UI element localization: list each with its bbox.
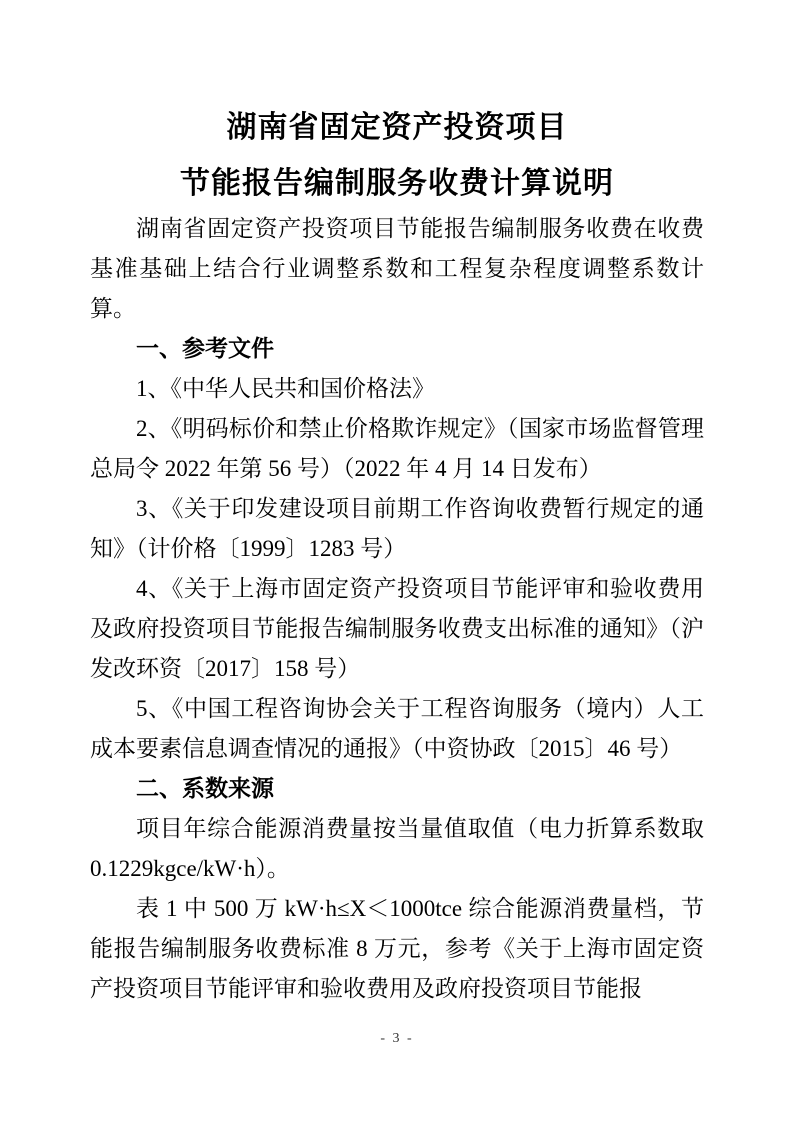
- document-title-line-2: 节能报告编制服务收费计算说明: [180, 167, 614, 200]
- page-number: - 3 -: [380, 1031, 414, 1046]
- reference-item-5: 5、《中国工程咨询协会关于工程咨询服务（境内）人工成本要素信息调查情况的通报》（中资协政〔2015〕46 号）: [90, 696, 704, 761]
- paragraph-energy-consumption: 项目年综合能源消费量按当量值取值（电力折算系数取 0.1229kgce/kW·h）。: [90, 816, 704, 881]
- section-heading-reference-documents: 一、参考文件: [136, 336, 274, 361]
- document-title: [0, 100, 794, 212]
- document-body: [90, 209, 704, 1009]
- reference-item-3: 3、《关于印发建设项目前期工作咨询收费暂行规定的通知》（计价格〔1999〕1283 号）: [90, 496, 704, 561]
- reference-item-4: 4、《关于上海市固定资产投资项目节能评审和验收费用及政府投资项目节能报告编制服务收费支出标准的通知》（沪发改环资〔2017〕158 号）: [90, 576, 704, 681]
- reference-item-2: 2、《明码标价和禁止价格欺诈规定》（国家市场监督管理总局令 2022 年第 56 号）（2022 年 4 月 14 日发布）: [90, 416, 704, 481]
- section-heading-coefficient-source: 二、系数来源: [136, 776, 274, 801]
- paragraph-intro: 湖南省固定资产投资项目节能报告编制服务收费在收费基准基础上结合行业调整系数和工程复杂程度调整系数计算。: [90, 216, 704, 321]
- reference-item-1: 1、《中华人民共和国价格法》: [136, 376, 435, 401]
- paragraph-table1-fee: 表 1 中 500 万 kW·h≤X＜1000tce 综合能源消费量档，节能报告编制服务收费标准 8 万元，参考《关于上海市固定资产投资项目节能评审和验收费用及政府投资项目节能报: [90, 896, 704, 1001]
- document-title-line-1: 湖南省固定资产投资项目: [226, 111, 568, 144]
